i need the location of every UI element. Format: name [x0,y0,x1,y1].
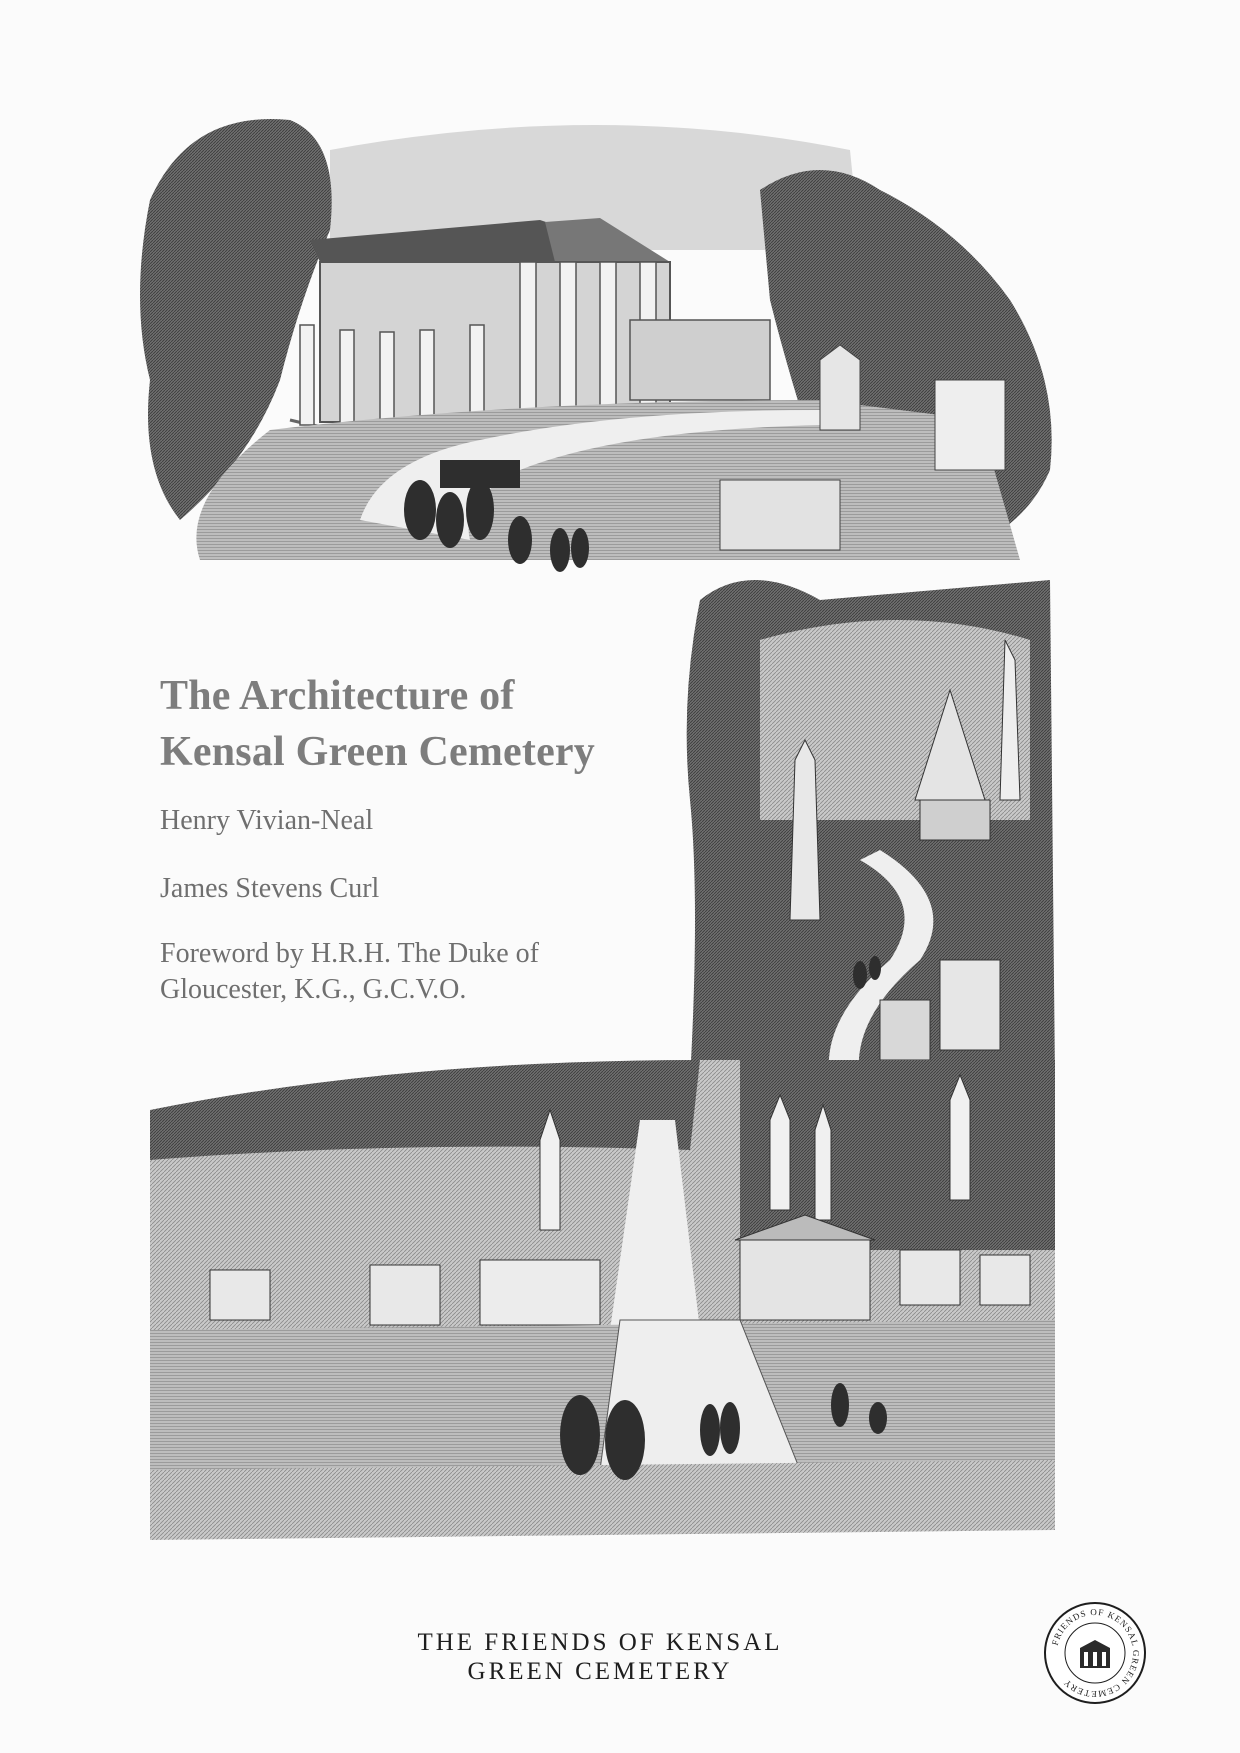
title-block [160,668,680,1008]
title-line-2: Kensal Green Cemetery [160,729,595,775]
author-1: Henry Vivian-Neal [160,805,374,836]
svg-text:FRIENDS OF KENSAL GREEN CEMETE: FRIENDS OF KENSAL GREEN CEMETERY [1049,1606,1142,1700]
cemetery-vista [150,1060,1055,1540]
author-2: James Stevens Curl [160,873,380,904]
foreword-line-1: Foreword by H.R.H. The Duke of [160,938,539,969]
foreword-credit [160,936,680,1008]
monument-avenue [687,580,1055,1080]
society-seal-logo [1040,1598,1150,1708]
publisher-imprint [400,1628,800,1686]
foreword-line-2: Gloucester, K.G., G.C.V.O. [160,974,467,1005]
title-line-1: The Architecture of [160,673,515,719]
book-title [160,668,680,780]
chapel-scene [140,119,1052,572]
publisher-line-2: GREEN CEMETERY [467,1658,733,1685]
publisher-line-1: THE FRIENDS OF KENSAL [417,1629,783,1656]
